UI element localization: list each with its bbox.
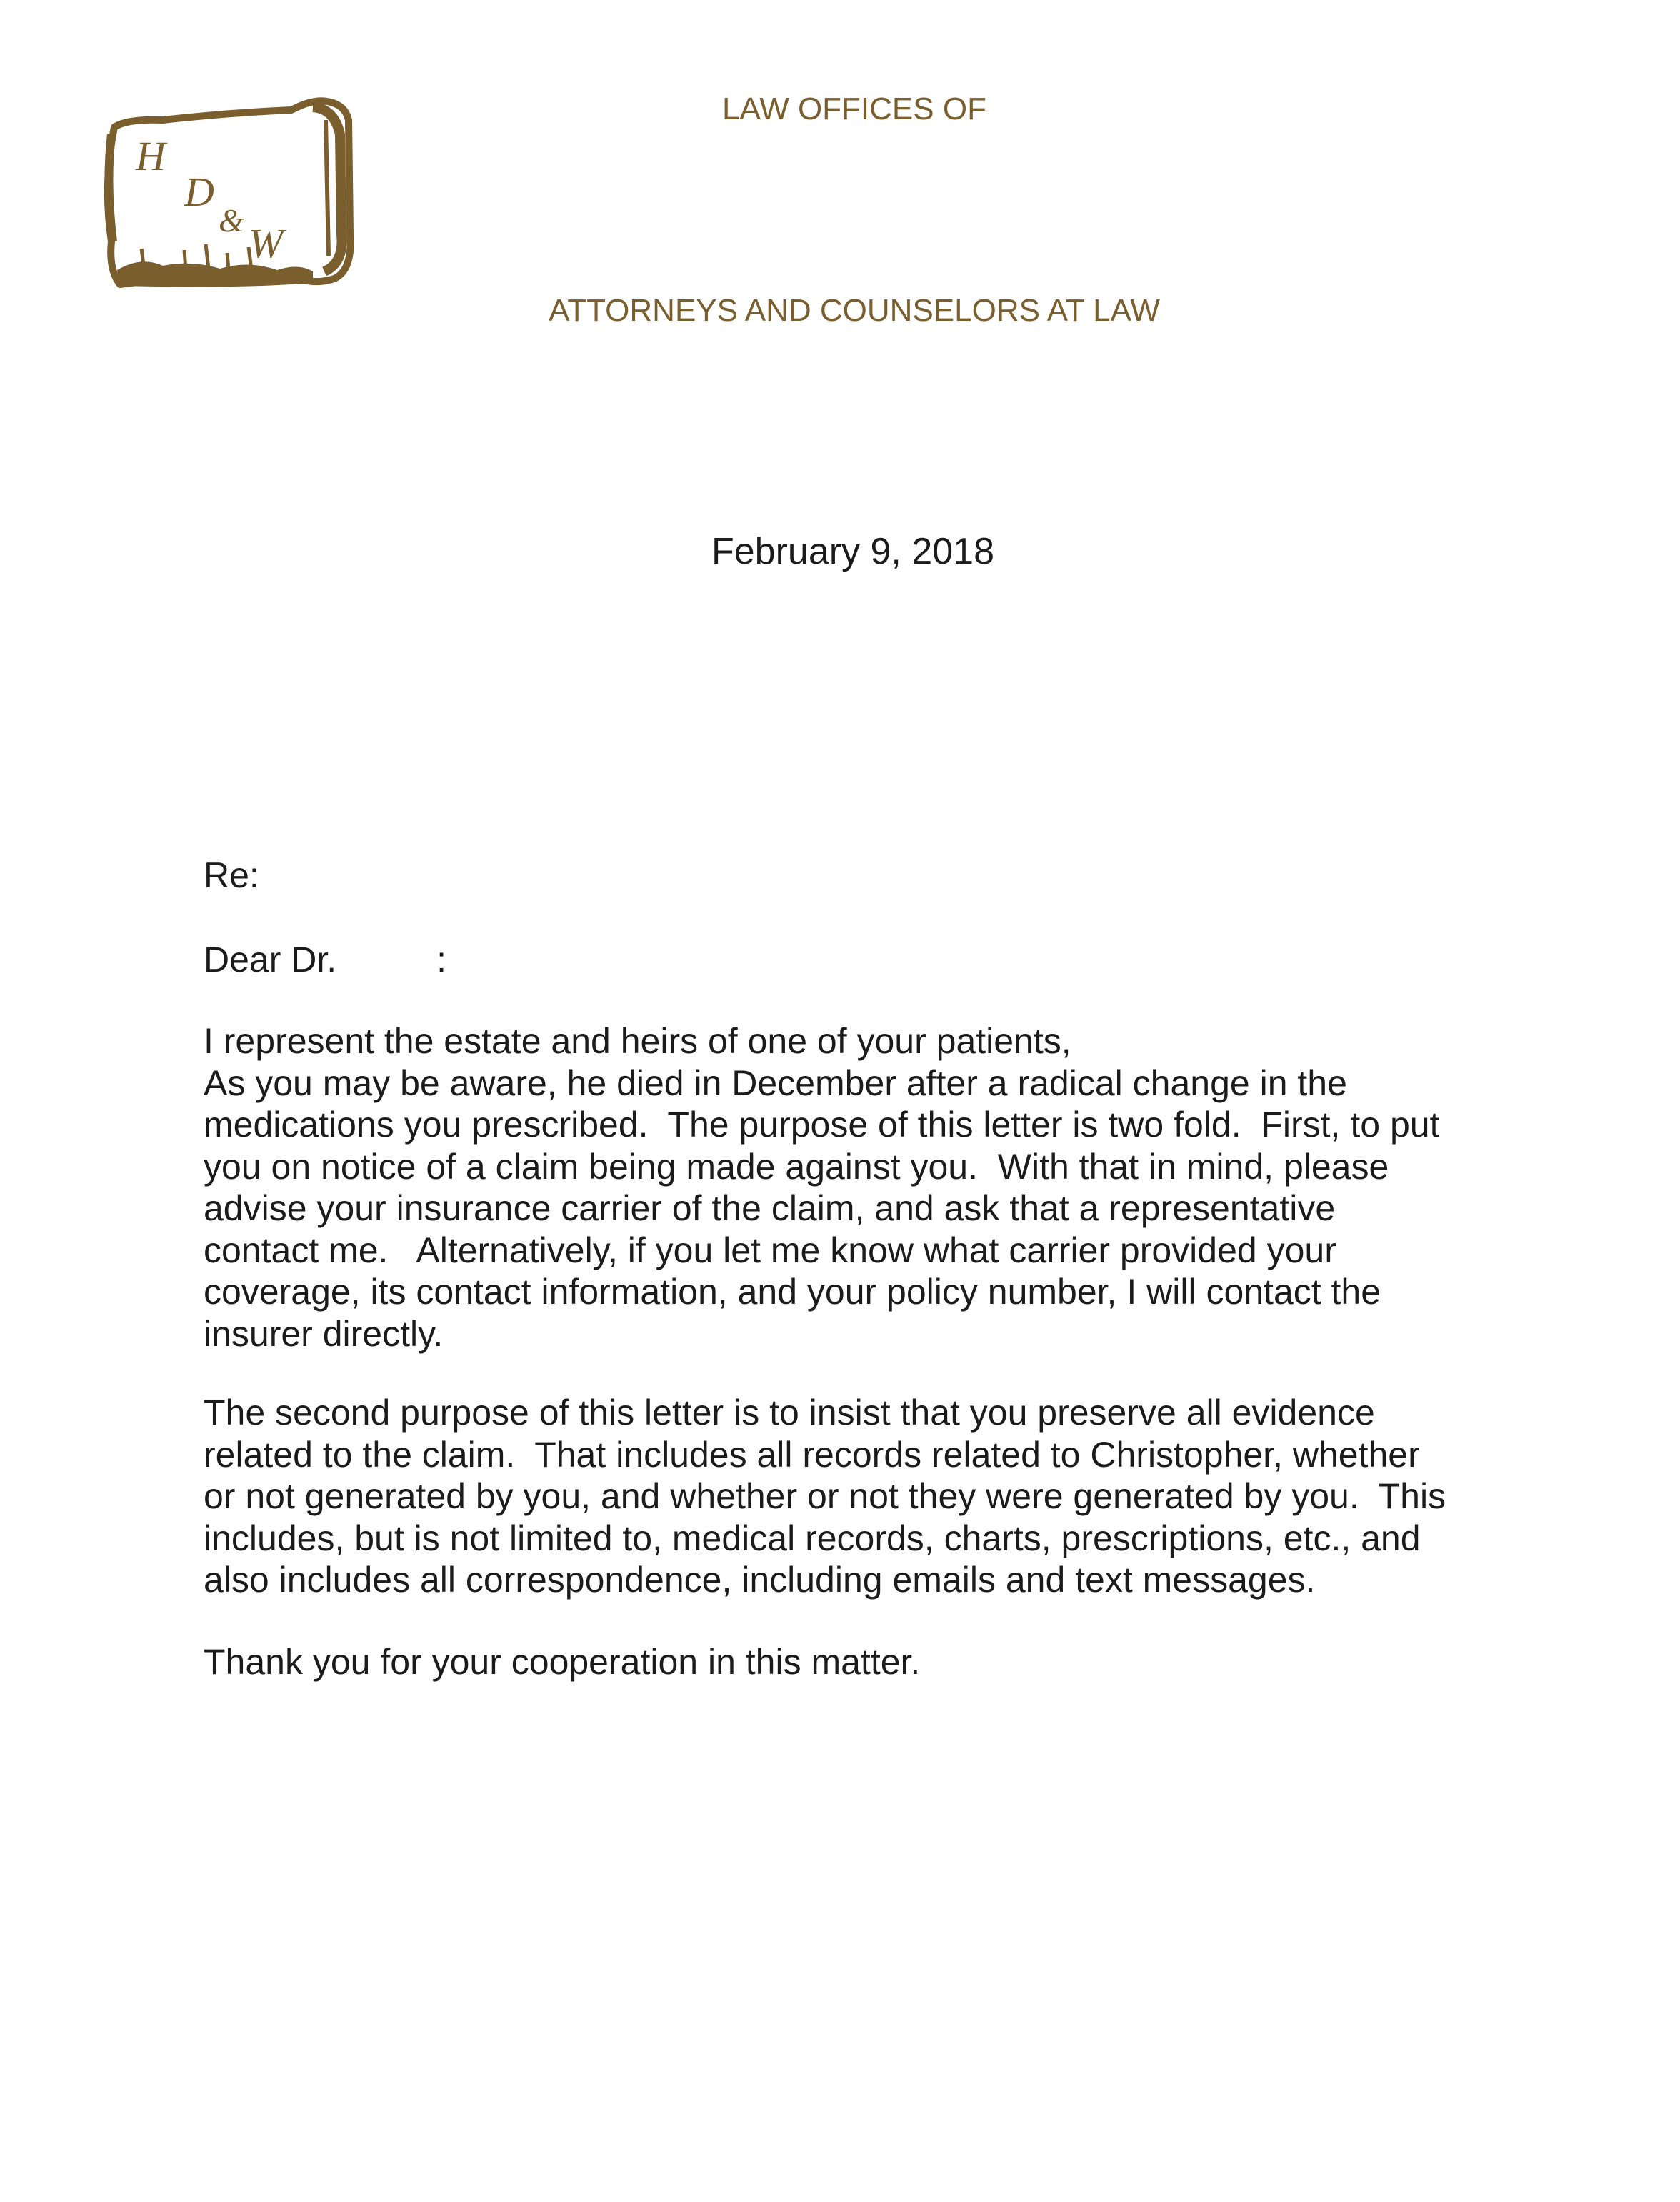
logo-ampersand: & — [219, 202, 244, 239]
paragraph-line: or not generated by you, and whether or not they were generated by you. This — [204, 1476, 1446, 1516]
letterhead-subtitle: ATTORNEYS AND COUNSELORS AT LAW — [549, 293, 1160, 328]
closing-line: Thank you for your cooperation in this matter. — [204, 1642, 921, 1682]
logo-letter-w: W — [249, 220, 284, 266]
salutation-prefix: Dear Dr. — [204, 940, 337, 980]
salutation-colon: : — [436, 940, 447, 980]
paragraph-line: medications you prescribed. The purpose of this letter is two fold. First, to put — [204, 1105, 1440, 1145]
letterhead-title: LAW OFFICES OF — [722, 91, 986, 126]
paragraph-line: The second purpose of this letter is to insist that you preserve all evidence — [204, 1393, 1375, 1433]
letter-date: February 9, 2018 — [711, 531, 995, 572]
paragraph-line: As you may be aware, he died in December after a radical change in the — [204, 1062, 1347, 1103]
paragraph-line: insurer directly. — [204, 1313, 444, 1354]
salutation — [204, 939, 1561, 981]
paragraph-preservation — [204, 1392, 1561, 1601]
paragraph-line: also includes all correspondence, including emails and text messages. — [204, 1560, 1316, 1600]
paragraph-notice — [204, 1020, 1561, 1355]
logo-letter-h: H — [136, 133, 166, 179]
paragraph-line: related to the claim. That includes all records related to Christopher, whether — [204, 1434, 1420, 1475]
re-label: Re: — [204, 855, 259, 895]
paragraph-line: coverage, its contact information, and your policy number, I will contact the — [204, 1272, 1381, 1312]
paragraph-line: contact me. Alternatively, if you let me know what carrier provided your — [204, 1230, 1336, 1270]
paragraph-line: advise your insurance carrier of the claim, and ask that a representative — [204, 1188, 1336, 1228]
paragraph-line: includes, but is not limited to, medical records, charts, prescriptions, etc., and — [204, 1518, 1421, 1558]
paragraph-line: you on notice of a claim being made against you. With that in mind, please — [204, 1146, 1389, 1187]
logo-letter-d: D — [184, 169, 214, 215]
re-line — [204, 855, 1561, 897]
paragraph-line: I represent the estate and heirs of one of your patients, — [204, 1021, 1071, 1061]
